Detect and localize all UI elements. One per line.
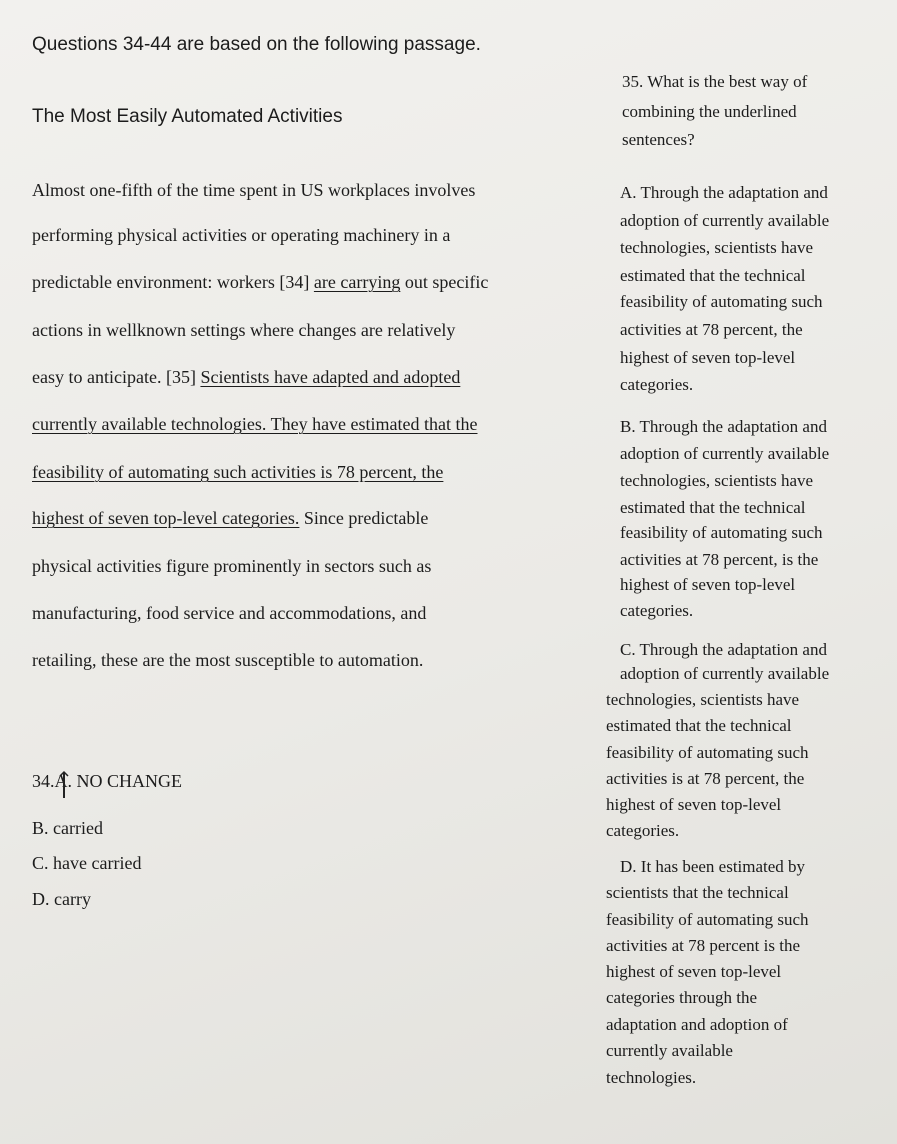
underlined-phrase-35: currently available technologies. They have estimated that the	[32, 414, 478, 434]
option-line: technologies.	[606, 1068, 697, 1087]
passage-title: The Most Easily Automated Activities	[32, 106, 343, 127]
passage-line: actions in wellknown settings where changes are relatively	[32, 320, 456, 340]
option-line: estimated that the technical	[620, 498, 806, 517]
option-line: categories through the	[606, 988, 758, 1007]
question-34-option-b[interactable]: B. carried	[32, 818, 103, 838]
passage-line: physical activities figure prominently in sectors such as	[32, 556, 432, 576]
option-line: scientists that the technical	[606, 883, 789, 902]
option-line: estimated that the technical	[620, 266, 806, 285]
passage-line	[32, 367, 460, 388]
option-line: C. Through the adaptation and	[620, 640, 827, 659]
option-line: activities is at 78 percent, the	[606, 769, 805, 788]
passage-line: performing physical activities or operating machinery in a	[32, 225, 451, 245]
underlined-phrase-35: highest of seven top-level categories.	[32, 508, 300, 528]
question-number: 34.	[32, 771, 55, 791]
underlined-phrase-35: feasibility of automating such activities is 78 percent, the	[32, 462, 444, 482]
option-line: feasibility of automating such	[620, 292, 823, 311]
option-line: highest of seven top-level	[620, 575, 796, 594]
passage-text: predictable environment: workers [34]	[32, 272, 314, 292]
question-34-option-c[interactable]: C. have carried	[32, 853, 142, 873]
option-line: technologies, scientists have	[620, 238, 814, 257]
option-line: technologies, scientists have	[620, 471, 814, 490]
question-34-option-d[interactable]: D. carry	[32, 889, 91, 909]
passage-line	[32, 508, 428, 529]
passage-line: manufacturing, food service and accommodations, and	[32, 603, 427, 623]
option-line: estimated that the technical	[606, 716, 792, 735]
option-line: highest of seven top-level	[606, 795, 782, 814]
option-line: highest of seven top-level	[620, 348, 796, 367]
question-35-stem: 35. What is the best way of	[622, 72, 808, 91]
option-line: feasibility of automating such	[620, 523, 823, 542]
option-line: feasibility of automating such	[606, 743, 809, 762]
question-34-option-a[interactable]	[32, 771, 182, 792]
option-line: currently available	[606, 1041, 733, 1060]
option-line: technologies, scientists have	[606, 690, 800, 709]
option-line: activities at 78 percent, the	[620, 320, 803, 339]
option-line: categories.	[620, 601, 694, 620]
question-35-stem: sentences?	[622, 130, 695, 149]
option-line: highest of seven top-level	[606, 962, 782, 981]
option-line: adoption of currently available	[620, 444, 830, 463]
option-line: activities at 78 percent, is the	[620, 550, 819, 569]
passage-text: out specific	[400, 272, 489, 292]
text-cursor-icon	[57, 770, 71, 800]
passage-intro: Questions 34-44 are based on the following passage.	[32, 34, 481, 55]
option-line: D. It has been estimated by	[620, 857, 806, 876]
option-line: B. Through the adaptation and	[620, 417, 827, 436]
passage-line: Almost one-fifth of the time spent in US workplaces involves	[32, 180, 476, 200]
option-line: activities at 78 percent is the	[606, 936, 801, 955]
option-line: adoption of currently available	[620, 664, 830, 683]
option-line: adaptation and adoption of	[606, 1015, 788, 1034]
option-line: categories.	[606, 821, 680, 840]
option-line: A. Through the adaptation and	[620, 183, 828, 202]
passage-text: easy to anticipate. [35]	[32, 367, 201, 387]
option-line: adoption of currently available	[620, 211, 830, 230]
question-35-stem: combining the underlined	[622, 102, 797, 121]
option-label: A. NO CHANGE	[54, 771, 182, 791]
underlined-phrase-34: are carrying	[313, 272, 401, 292]
underlined-phrase-35: Scientists have adapted and adopted	[200, 367, 461, 387]
option-line: feasibility of automating such	[606, 910, 809, 929]
passage-line	[32, 272, 488, 293]
option-line: categories.	[620, 375, 694, 394]
passage-line: retailing, these are the most susceptible to automation.	[32, 650, 424, 670]
passage-text: Since predictable	[299, 508, 429, 528]
